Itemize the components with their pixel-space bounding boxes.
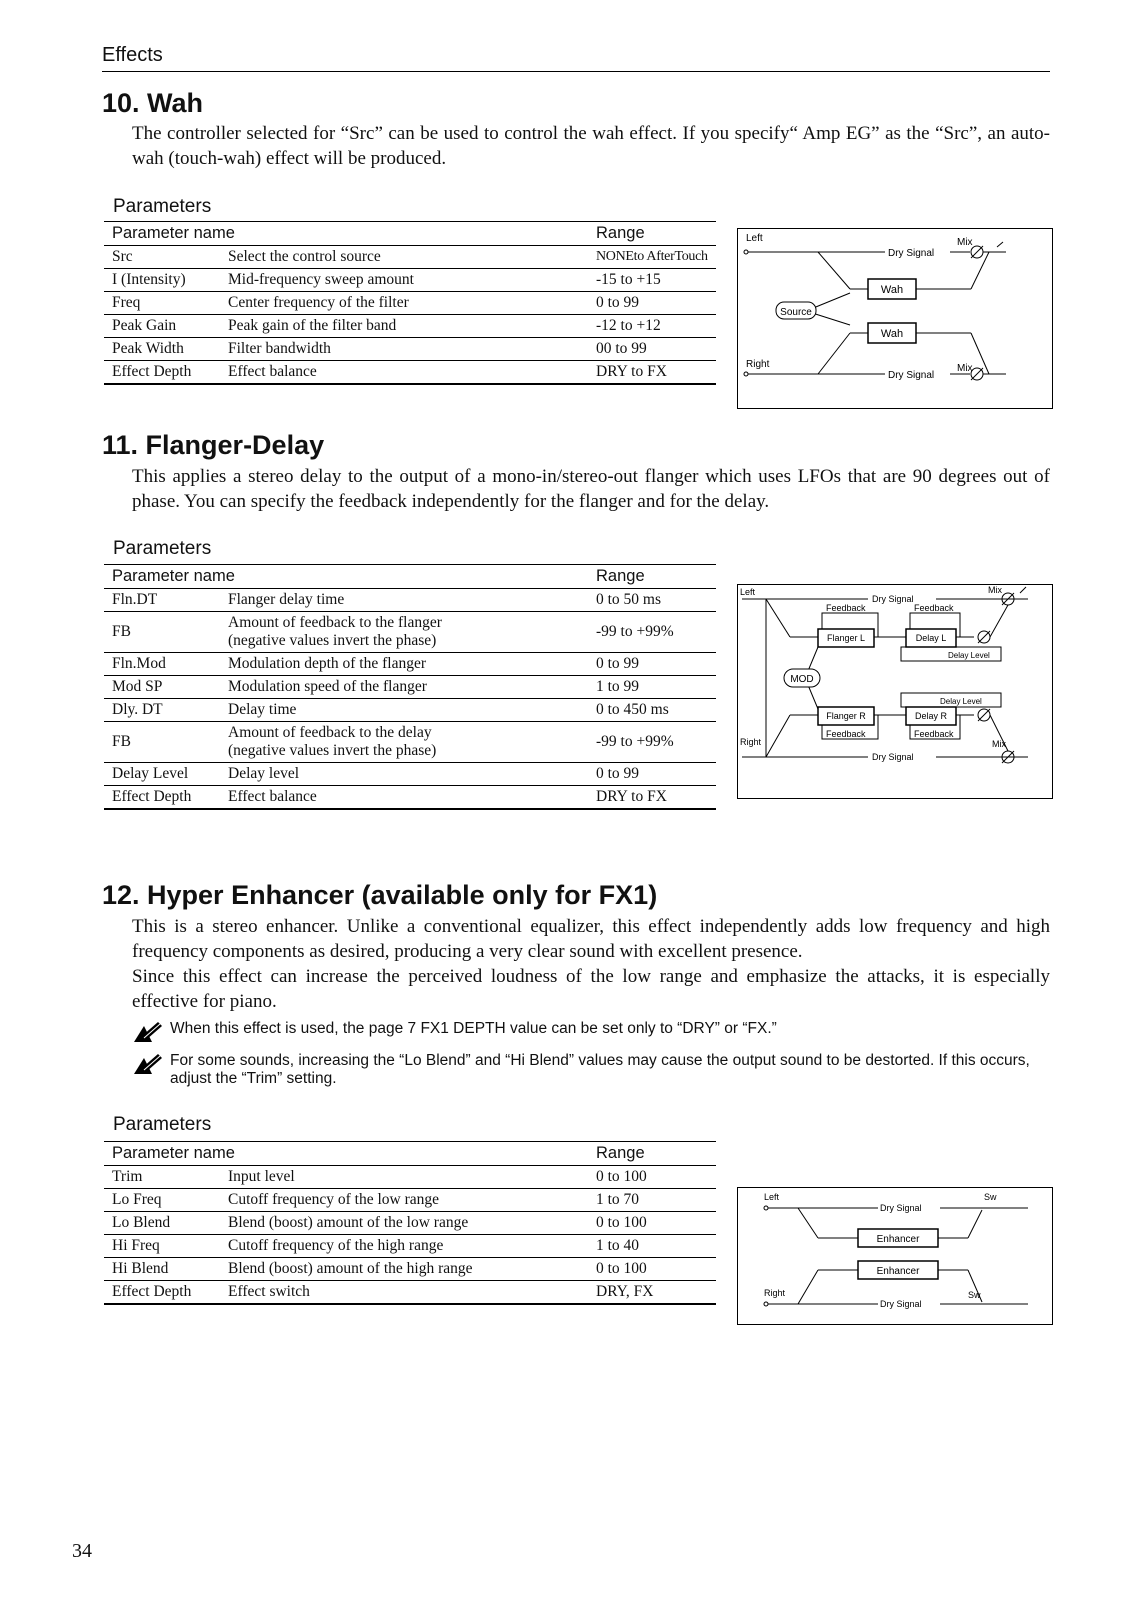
wah-parameters-title: Parameters [113, 196, 212, 217]
param-desc: Delay level [220, 763, 588, 786]
param-range: 1 to 70 [588, 1189, 716, 1212]
table-row [104, 612, 716, 653]
flanger-parameter-table [104, 564, 716, 810]
diag-feedback-label: Feedback [914, 729, 954, 739]
table-row [104, 315, 716, 338]
param-desc-line: Amount of feedback to the flanger [228, 614, 442, 631]
diag-wah-block: Wah [880, 328, 904, 340]
table-row [104, 653, 716, 676]
flanger-parameters-title: Parameters [113, 538, 212, 559]
param-range: 0 to 99 [588, 653, 716, 676]
diag-source-node: Source [780, 307, 812, 318]
param-desc: Cutoff frequency of the low range [220, 1189, 588, 1212]
table-row [104, 1189, 716, 1212]
diag-flanger-r-block: Flanger R [826, 711, 866, 721]
table-row [104, 763, 716, 786]
param-name: Peak Width [104, 338, 220, 361]
table-row [104, 269, 716, 292]
diag-dry-signal-label: Dry Signal [888, 248, 935, 259]
param-desc: Select the control source [220, 246, 588, 269]
param-name: Effect Depth [104, 1281, 220, 1305]
diag-delay-r-block: Delay R [914, 711, 948, 721]
diag-right-label: Right [740, 737, 762, 747]
parameter-name-header: Parameter name [104, 565, 588, 589]
flanger-description: This applies a stereo delay to the output of a mono-in/stereo-out flanger which uses LFOs that are 90 degrees out of phase. You can specify the feedback independently for the flanger and for the delay. [132, 466, 1050, 512]
param-desc-line: (negative values invert the phase) [228, 742, 437, 759]
enhancer-parameters-title: Parameters [113, 1114, 212, 1135]
flanger-signal-diagram [737, 584, 1053, 799]
table-row [104, 676, 716, 699]
table-row [104, 246, 716, 269]
diag-mix-label: Mix [957, 237, 973, 248]
diag-dry-signal-label: Dry Signal [872, 594, 914, 604]
diag-flanger-l-block: Flanger L [826, 633, 866, 643]
table-row [104, 1258, 716, 1281]
param-range: 1 to 40 [588, 1235, 716, 1258]
table-row [104, 786, 716, 810]
section-title: Effects [102, 44, 163, 66]
parameter-name-header: Parameter name [104, 222, 588, 246]
table-row [104, 361, 716, 385]
param-desc: Modulation speed of the flanger [220, 676, 588, 699]
diag-sw-label: Sw [968, 1290, 981, 1300]
diag-feedback-label: Feedback [826, 729, 866, 739]
range-header: Range [588, 1142, 716, 1166]
table-row [104, 699, 716, 722]
diag-feedback-label: Feedback [826, 603, 866, 613]
param-desc: Mid-frequency sweep amount [220, 269, 588, 292]
diag-left-label: Left [764, 1192, 780, 1202]
param-range: -15 to +15 [588, 269, 716, 292]
table-row [104, 1281, 716, 1305]
param-name: FB [104, 722, 220, 763]
param-desc: Input level [220, 1166, 588, 1189]
diag-feedback-label: Feedback [914, 603, 954, 613]
param-desc: Blend (boost) amount of the low range [220, 1212, 588, 1235]
param-range: 0 to 100 [588, 1212, 716, 1235]
param-range: 0 to 100 [588, 1166, 716, 1189]
param-desc: Filter bandwidth [220, 338, 588, 361]
param-range: DRY to FX [588, 786, 716, 810]
diag-enhancer-block: Enhancer [876, 1234, 920, 1245]
table-row [104, 722, 716, 763]
param-desc: Modulation depth of the flanger [220, 653, 588, 676]
table-row [104, 1235, 716, 1258]
param-name: Src [104, 246, 220, 269]
note-1 [132, 1020, 1052, 1044]
param-desc: Cutoff frequency of the high range [220, 1235, 588, 1258]
param-desc: Center frequency of the filter [220, 292, 588, 315]
table-row [104, 1166, 716, 1189]
param-desc-line: (negative values invert the phase) [228, 632, 437, 649]
diag-delay-l-block: Delay L [915, 633, 947, 643]
diag-delay-level-label: Delay Level [948, 651, 990, 660]
table-header-row [104, 565, 716, 589]
param-name: Peak Gain [104, 315, 220, 338]
diag-mod-node: MOD [790, 674, 814, 685]
enhancer-signal-diagram [737, 1187, 1053, 1325]
wah-description: The controller selected for “Src” can be used to control the wah effect. If you specify“ Amp EG” as the “Src”, an auto-wah (touch-wah) effect will be produced. [132, 123, 1050, 169]
param-name: Hi Freq [104, 1235, 220, 1258]
param-range: DRY to FX [588, 361, 716, 385]
param-name: Freq [104, 292, 220, 315]
flanger-heading: 11. Flanger-Delay [102, 430, 325, 460]
param-desc: Delay time [220, 699, 588, 722]
param-range: 0 to 450 ms [588, 699, 716, 722]
diag-enhancer-block: Enhancer [876, 1266, 920, 1277]
param-range: 0 to 100 [588, 1258, 716, 1281]
param-range: 1 to 99 [588, 676, 716, 699]
param-name: Fln.DT [104, 589, 220, 612]
wah-heading: 10. Wah [102, 88, 204, 118]
table-row [104, 1212, 716, 1235]
parameter-name-header: Parameter name [104, 1142, 588, 1166]
param-desc [220, 612, 588, 653]
diag-dry-signal-label: Dry Signal [880, 1203, 922, 1213]
diag-sw-label: Sw [984, 1192, 997, 1202]
diag-right-label: Right [746, 359, 770, 370]
param-range: -99 to +99% [588, 612, 716, 653]
diag-dry-signal-label: Dry Signal [880, 1299, 922, 1309]
diag-dry-signal-label: Dry Signal [888, 370, 935, 381]
note-1-text: When this effect is used, the page 7 FX1 DEPTH value can be set only to “DRY” or “FX.” [170, 1020, 777, 1037]
page-number: 34 [72, 1540, 92, 1562]
enhancer-description-1: This is a stereo enhancer. Unlike a conventional equalizer, this effect independently adds low frequency and high frequency components as desired, producing a very clear sound with excellent presence. [132, 916, 1050, 962]
param-name: Hi Blend [104, 1258, 220, 1281]
range-header: Range [588, 565, 716, 589]
param-name: Effect Depth [104, 786, 220, 810]
note-2 [132, 1052, 1052, 1088]
enhancer-heading: 12. Hyper Enhancer (available only for FX1) [102, 880, 658, 910]
param-range: 00 to 99 [588, 338, 716, 361]
param-name: FB [104, 612, 220, 653]
param-name: Delay Level [104, 763, 220, 786]
param-name: Mod SP [104, 676, 220, 699]
diag-mix-label: Mix [988, 585, 1002, 595]
wah-signal-diagram [737, 228, 1053, 409]
param-name: Lo Blend [104, 1212, 220, 1235]
diag-left-label: Left [740, 587, 756, 597]
table-row [104, 338, 716, 361]
table-header-row [104, 222, 716, 246]
param-name: I (Intensity) [104, 269, 220, 292]
wah-parameter-table [104, 221, 716, 385]
diag-delay-level-label: Delay Level [940, 697, 982, 706]
param-desc: Effect balance [220, 786, 588, 810]
diag-mix-label: Mix [992, 739, 1006, 749]
table-row [104, 292, 716, 315]
param-range: NONEto AfterTouch [588, 246, 716, 269]
diag-right-label: Right [764, 1288, 786, 1298]
note-2-text: For some sounds, increasing the “Lo Blend” and “Hi Blend” values may cause the output sound to be destorted. If this occurs, adjust the “Trim” setting. [170, 1052, 1030, 1087]
param-name: Dly. DT [104, 699, 220, 722]
diag-left-label: Left [746, 233, 763, 244]
table-row [104, 589, 716, 612]
note-pencil-icon [132, 1020, 164, 1044]
param-range: -12 to +12 [588, 315, 716, 338]
param-range: 0 to 99 [588, 292, 716, 315]
param-desc-line: Amount of feedback to the delay [228, 724, 432, 741]
param-name: Effect Depth [104, 361, 220, 385]
diag-mix-label: Mix [957, 363, 973, 374]
param-range: 0 to 50 ms [588, 589, 716, 612]
param-name: Fln.Mod [104, 653, 220, 676]
param-desc [220, 722, 588, 763]
note-pencil-icon [132, 1052, 164, 1076]
diag-dry-signal-label: Dry Signal [872, 752, 914, 762]
param-name: Lo Freq [104, 1189, 220, 1212]
param-range: 0 to 99 [588, 763, 716, 786]
param-desc: Effect balance [220, 361, 588, 385]
param-desc: Effect switch [220, 1281, 588, 1305]
enhancer-description-2: Since this effect can increase the perceived loudness of the low range and emphasize the attacks, it is especially effective for piano. [132, 966, 1050, 1012]
param-desc: Blend (boost) amount of the high range [220, 1258, 588, 1281]
table-header-row [104, 1142, 716, 1166]
range-header: Range [588, 222, 716, 246]
diag-wah-block: Wah [880, 284, 904, 296]
param-name: Trim [104, 1166, 220, 1189]
enhancer-parameter-table [104, 1141, 716, 1305]
param-range: -99 to +99% [588, 722, 716, 763]
param-desc: Flanger delay time [220, 589, 588, 612]
param-desc: Peak gain of the filter band [220, 315, 588, 338]
param-range: DRY, FX [588, 1281, 716, 1305]
section-header [102, 44, 1050, 72]
